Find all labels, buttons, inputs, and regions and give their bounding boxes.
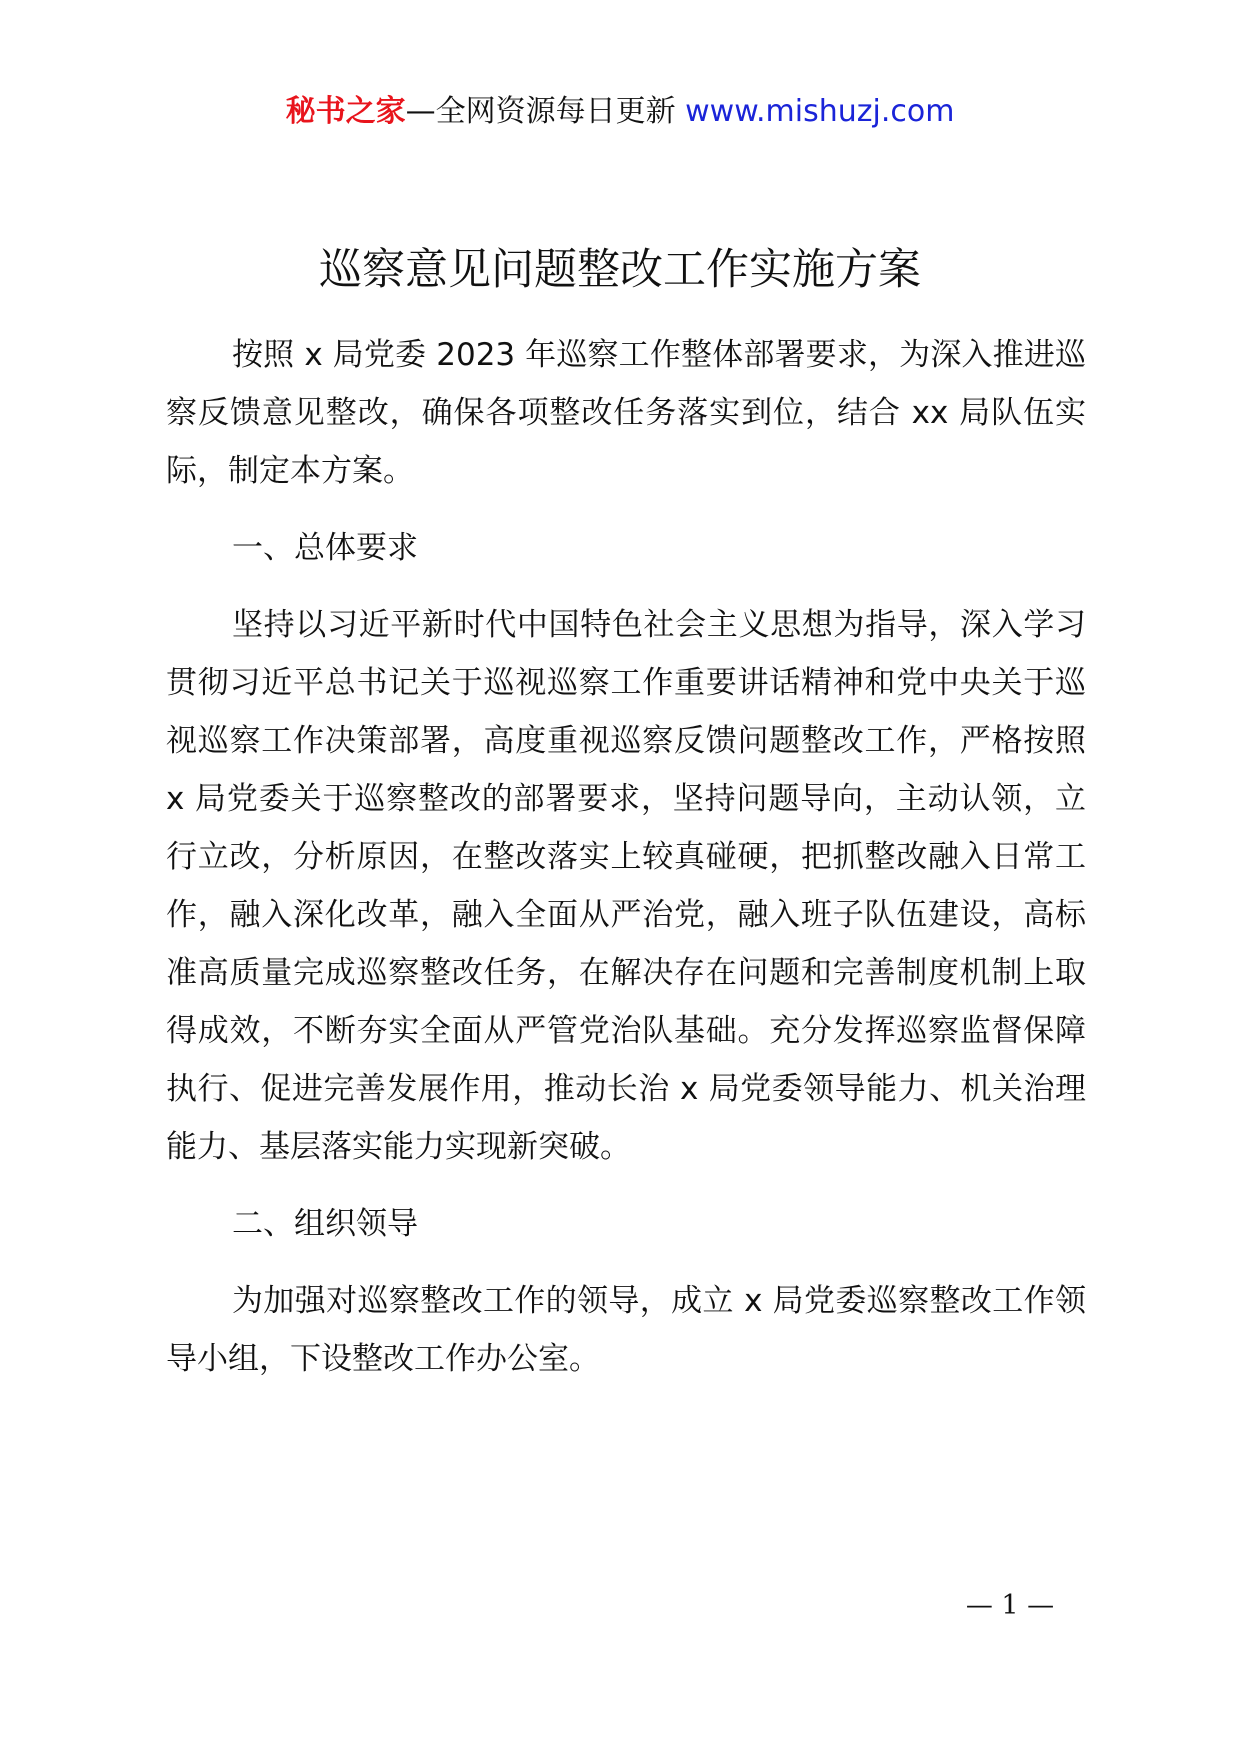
site-url-link[interactable]: www.mishuzj.com — [685, 94, 955, 129]
section-heading-organization-leadership: 二、组织领导 — [232, 1206, 418, 1242]
document-body — [166, 326, 1086, 1388]
site-tagline: —全网资源每日更新 — [405, 94, 686, 129]
section-heading-general-requirements: 一、总体要求 — [232, 530, 418, 566]
page-number: — 1 — — [965, 1590, 1055, 1621]
site-header — [0, 92, 1240, 132]
document-title: 巡察意见问题整改工作实施方案 — [319, 245, 921, 295]
intro-paragraph: 按照 x 局党委 2023 年巡察工作整体部署要求，为深入推进巡察反馈意见整改，确保各项整改任务落实到位，结合 xx 局队伍实际，制定本方案。 — [166, 337, 1086, 489]
general-requirements-paragraph: 坚持以习近平新时代中国特色社会主义思想为指导，深入学习贯彻习近平总书记关于巡视巡察工作重要讲话精神和党中央关于巡视巡察工作决策部署，高度重视巡察反馈问题整改工作，严格按照 x 局党委关于巡察整改的部署要求，坚持问题导向，主动认领，立行立改，分析原因，在整改落实上较真碰硬，把抓整改融入日常工作，融入深化改革，融入全面从严治党，融入班子队伍建设，高标准高质量完成巡察整改任务，在解决存在问题和完善制度机制上取得成效，不断夯实全面从严管党治队基础。充分发挥巡察监督保障执行、促进完善发展作用，推动长治 x 局党委领导能力、机关治理能力、基层落实能力实现新突破。 — [166, 607, 1086, 1165]
organization-leadership-paragraph: 为加强对巡察整改工作的领导，成立 x 局党委巡察整改工作领导小组，下设整改工作办公室。 — [166, 1283, 1086, 1377]
site-brand: 秘书之家 — [285, 94, 406, 129]
